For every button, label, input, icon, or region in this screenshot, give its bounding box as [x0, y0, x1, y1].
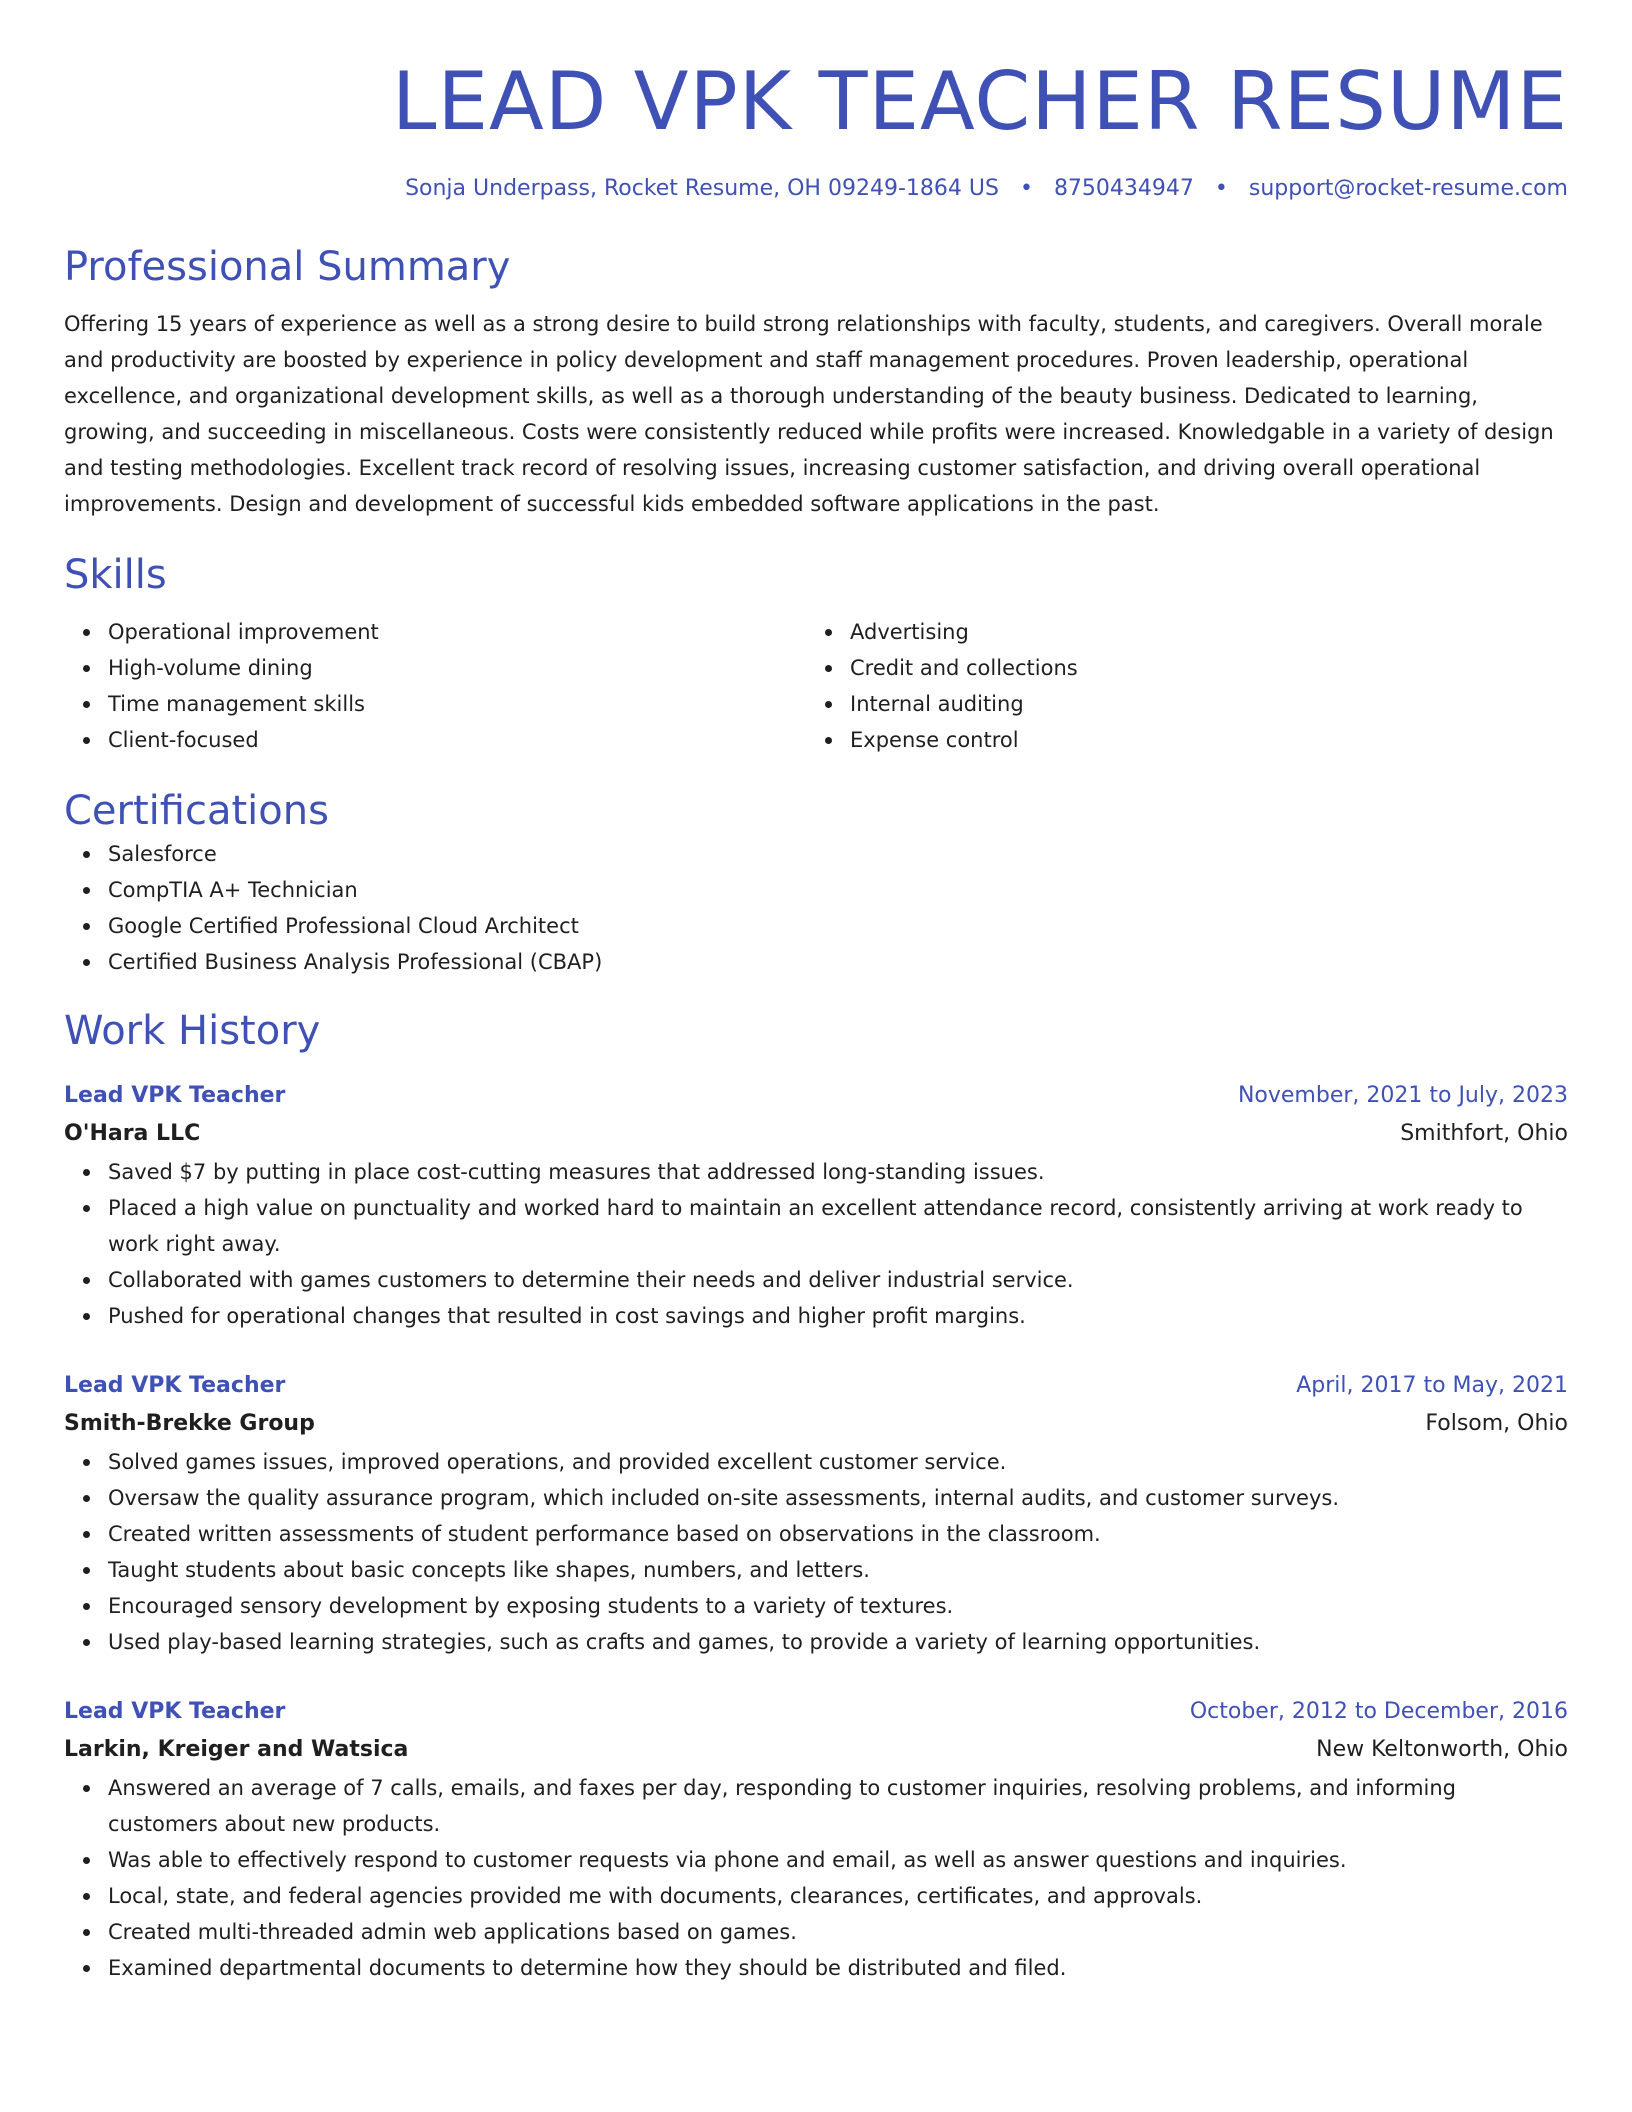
job-role: Lead VPK Teacher	[64, 1373, 286, 1398]
certification-item: CompTIA A+ Technician	[108, 872, 1568, 908]
duty-item: Was able to effectively respond to customer requests via phone and email, as well as answer questions and inquiries.	[108, 1842, 1568, 1878]
skills-list	[64, 614, 1568, 758]
skill-item: Client-focused	[108, 722, 806, 758]
contact-line	[64, 174, 1568, 204]
job-dates: November, 2021 to July, 2023	[1237, 1083, 1568, 1108]
duty-item: Pushed for operational changes that resulted in cost savings and higher profit margins.	[108, 1298, 1568, 1334]
job-dates: October, 2012 to December, 2016	[1189, 1699, 1568, 1724]
duty-item: Saved $7 by putting in place cost-cutting measures that addressed long-standing issues.	[108, 1154, 1568, 1190]
skill-item: Expense control	[850, 722, 1548, 758]
duty-item: Created multi-threaded admin web applications based on games.	[108, 1914, 1568, 1950]
resume-page	[64, 0, 1568, 1986]
job-entry	[64, 1694, 1568, 1986]
certification-item: Certified Business Analysis Professional (CBAP)	[108, 944, 1568, 980]
skill-item: Advertising	[850, 614, 1548, 650]
duty-item: Taught students about basic concepts like shapes, numbers, and letters.	[108, 1552, 1568, 1588]
duty-item: Solved games issues, improved operations, and provided excellent customer service.	[108, 1444, 1568, 1480]
certifications-list	[64, 836, 1568, 980]
job-company: Larkin, Kreiger and Watsica	[64, 1737, 409, 1762]
job-location: New Keltonworth, Ohio	[1316, 1737, 1568, 1762]
job-location: Folsom, Ohio	[1425, 1411, 1568, 1436]
duty-item: Placed a high value on punctuality and worked hard to maintain an excellent attendance record, consistently arriving at work ready to work right away.	[108, 1190, 1568, 1262]
resume-title: LEAD VPK TEACHER RESUME	[391, 55, 1568, 148]
skill-item: Operational improvement	[108, 614, 806, 650]
skills-column-left	[64, 614, 806, 758]
contact-separator: •	[1214, 176, 1228, 201]
job-role: Lead VPK Teacher	[64, 1699, 286, 1724]
skill-item: Credit and collections	[850, 650, 1548, 686]
job-entry	[64, 1368, 1568, 1660]
certification-item: Salesforce	[108, 836, 1568, 872]
contact-address: Sonja Underpass, Rocket Resume, OH 09249-1864 US	[405, 176, 999, 201]
duty-item: Answered an average of 7 calls, emails, and faxes per day, responding to customer inquiries, resolving problems, and informing customers about new products.	[108, 1770, 1568, 1842]
job-duties	[64, 1444, 1568, 1660]
skill-item: High-volume dining	[108, 650, 806, 686]
job-duties	[64, 1770, 1568, 1986]
contact-email: support@rocket-resume.com	[1248, 176, 1568, 201]
work-history-heading: Work History	[64, 1008, 321, 1054]
job-company: O'Hara LLC	[64, 1121, 201, 1146]
summary-text: Offering 15 years of experience as well as a strong desire to build strong relationships with faculty, students, and caregivers. Overall morale and productivity are boosted by experience in policy development and staff management procedures. Proven leadership, operational excellence, and organizational development skills, as well as a thorough understanding of the beauty business. Dedicated to learning, growing, and succeeding in miscellaneous. Costs were consistently reduced while profits were increased. Knowledgable in a variety of design and testing methodologies. Excellent track record of resolving issues, increasing customer satisfaction, and driving overall operational improvements. Design and development of successful kids embedded software applications in the past.	[64, 312, 1554, 516]
job-location: Smithfort, Ohio	[1400, 1121, 1568, 1146]
summary-heading: Professional Summary	[64, 244, 511, 290]
duty-item: Created written assessments of student performance based on observations in the classroom.	[108, 1516, 1568, 1552]
duty-item: Oversaw the quality assurance program, which included on-site assessments, internal audits, and customer surveys.	[108, 1480, 1568, 1516]
duty-item: Examined departmental documents to determine how they should be distributed and filed.	[108, 1950, 1568, 1986]
skills-heading: Skills	[64, 552, 167, 598]
skill-item: Time management skills	[108, 686, 806, 722]
job-entry	[64, 1078, 1568, 1334]
duty-item: Encouraged sensory development by exposing students to a variety of textures.	[108, 1588, 1568, 1624]
duty-item: Used play-based learning strategies, such as crafts and games, to provide a variety of learning opportunities.	[108, 1624, 1568, 1660]
skill-item: Internal auditing	[850, 686, 1548, 722]
certifications-heading: Certifications	[64, 788, 329, 834]
job-company: Smith-Brekke Group	[64, 1411, 315, 1436]
job-duties	[64, 1154, 1568, 1334]
skills-column-right	[806, 614, 1548, 758]
duty-item: Collaborated with games customers to determine their needs and deliver industrial service.	[108, 1262, 1568, 1298]
contact-phone: 8750434947	[1053, 176, 1194, 201]
contact-separator: •	[1019, 176, 1033, 201]
job-dates: April, 2017 to May, 2021	[1296, 1373, 1568, 1398]
certification-item: Google Certified Professional Cloud Architect	[108, 908, 1568, 944]
job-role: Lead VPK Teacher	[64, 1083, 286, 1108]
duty-item: Local, state, and federal agencies provided me with documents, clearances, certificates, and approvals.	[108, 1878, 1568, 1914]
